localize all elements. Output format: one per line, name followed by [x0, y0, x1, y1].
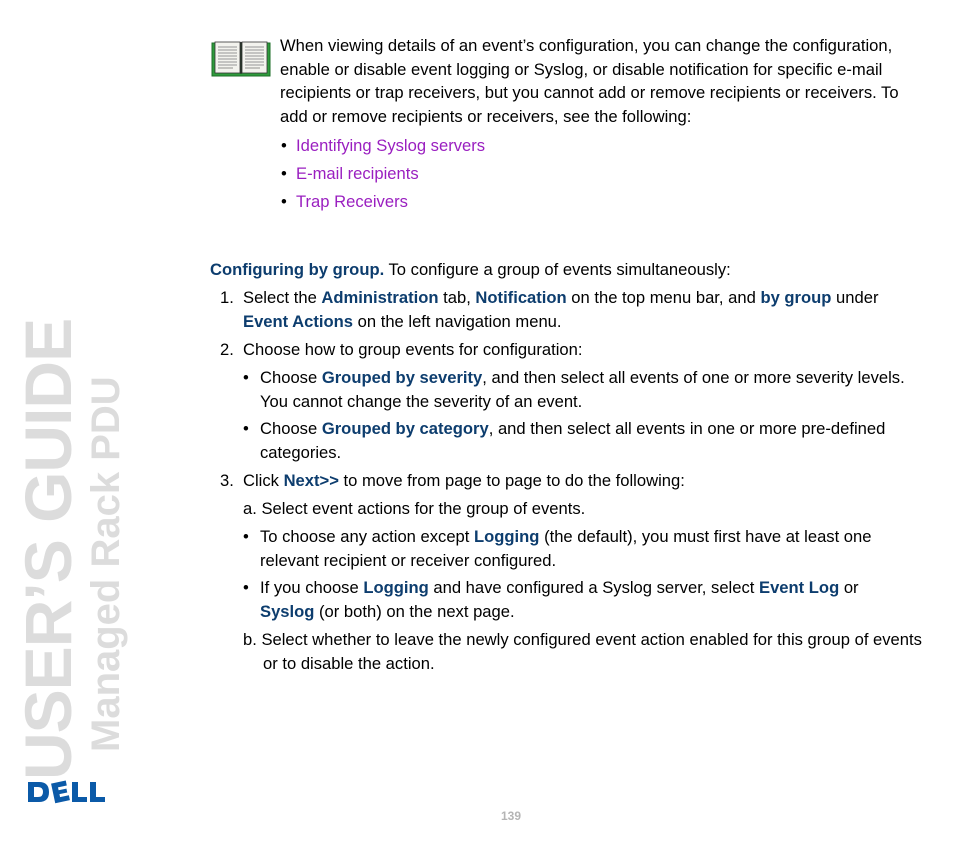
- administration-term: Administration: [321, 288, 439, 307]
- dell-logo: [25, 778, 111, 806]
- sidebar-guide-title: USER’S GUIDE: [11, 318, 85, 780]
- page-number: 139: [500, 809, 522, 823]
- substep-b: b. Select whether to leave the newly configured event action enabled for this group of events or to disable the action.: [243, 630, 922, 673]
- event-log-term: Event Log: [759, 578, 840, 597]
- link-trap-receivers[interactable]: Trap Receivers: [296, 192, 408, 212]
- note-text: When viewing details of an event’s configuration, you can change the configuration, enable or disable event logging or Syslog, or disable notification for specific e-mail recipients or trap receivers, but you cannot add or remove recipients or receivers. To add or remove recipients or receivers, see the following:: [280, 36, 899, 126]
- event-actions-term: Event Actions: [243, 311, 354, 331]
- step-number: 3.: [220, 471, 234, 490]
- note-link-list: [280, 132, 910, 216]
- next-term: Next>>: [283, 471, 339, 490]
- step-text: Choose how to group events for configuration:: [243, 340, 583, 359]
- list-item: [280, 188, 910, 216]
- step-text: Select the Administration tab, Notification on the top menu bar, and by group under Event Actions on the left navigation menu.: [243, 288, 879, 331]
- section-heading: Configuring by group.: [210, 260, 385, 279]
- section-intro: [210, 258, 910, 282]
- sidebar-product-subtitle: Managed Rack PDU: [84, 376, 128, 752]
- step-number: 2.: [220, 340, 234, 359]
- link-identifying-syslog-servers[interactable]: Identifying Syslog servers: [296, 136, 486, 156]
- link-email-recipients[interactable]: E-mail recipients: [296, 164, 419, 184]
- list-item: [280, 160, 910, 188]
- list-item: [280, 132, 910, 160]
- note-block: [280, 34, 910, 216]
- substep-a: a. Select event actions for the group of events.: [243, 499, 586, 518]
- book-icon: [211, 40, 271, 78]
- logging-term: Logging: [363, 578, 429, 597]
- step-number: 1.: [220, 288, 234, 307]
- section-intro-text: To configure a group of events simultaneously:: [384, 260, 731, 279]
- syslog-term: Syslog: [260, 601, 315, 621]
- grouped-by-category-term: Grouped by category: [321, 419, 489, 438]
- logging-term: Logging: [474, 527, 540, 546]
- grouped-by-severity-term: Grouped by severity: [321, 368, 483, 387]
- step-text: Click Next>> to move from page to page to do the following:: [243, 471, 685, 490]
- by-group-term: by group: [760, 288, 832, 307]
- notification-term: Notification: [475, 288, 567, 307]
